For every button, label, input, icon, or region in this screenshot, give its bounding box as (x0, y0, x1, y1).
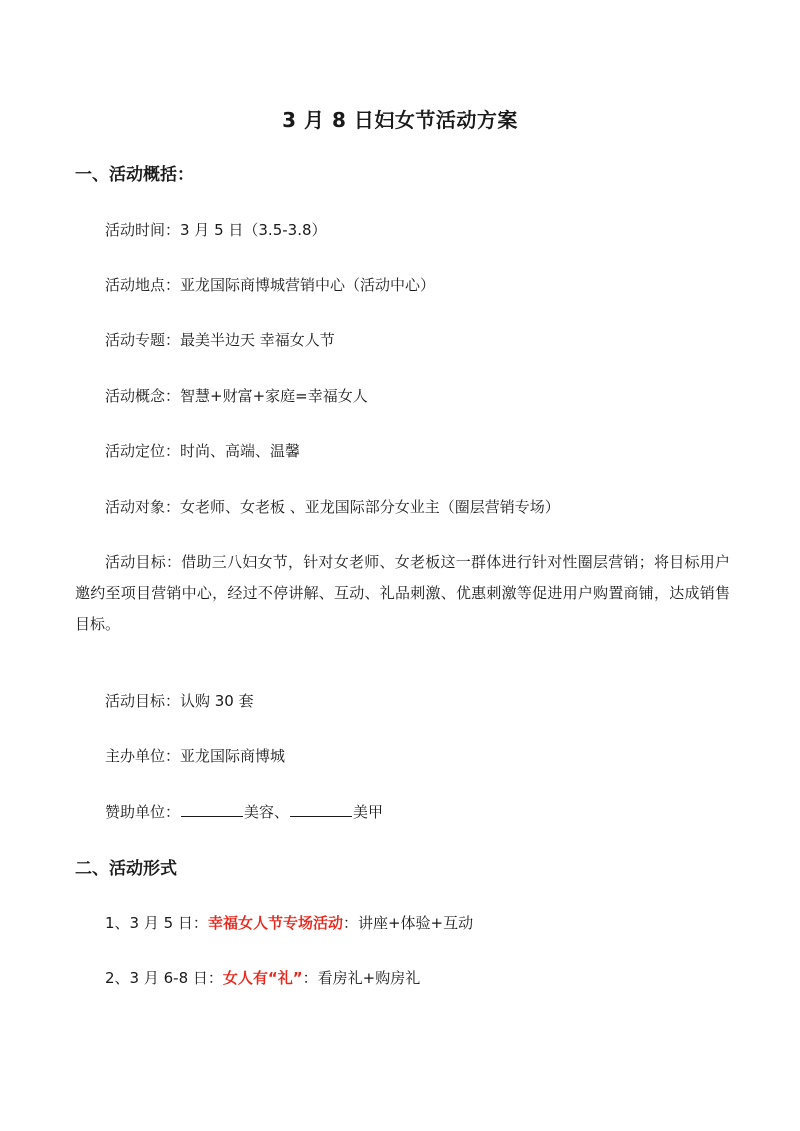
activity-place: 活动地点：亚龙国际商博城营销中心（活动中心） (105, 276, 436, 294)
format-item-2-prefix: 2、3 月 6-8 日： (105, 969, 223, 987)
section-heading-overview: 一、活动概括： (75, 165, 194, 185)
document-title: 3 月 8 日妇女节活动方案 (282, 108, 518, 132)
format-item-2-highlight: 女人有“礼” (222, 969, 303, 987)
format-item-2 (105, 966, 420, 990)
format-item-1-highlight: 幸福女人节专场活动 (207, 914, 343, 932)
activity-concept: 活动概念：智慧+财富+家庭=幸福女人 (105, 387, 368, 405)
format-item-2-suffix: ：看房礼+购房礼 (302, 969, 421, 987)
activity-theme: 活动专题：最美半边天 幸福女人节 (105, 331, 335, 349)
format-item-1-suffix: ：讲座+体验+互动 (342, 914, 474, 932)
activity-audience: 活动对象：女老师、女老板 、亚龙国际部分女业主（圈层营销专场） (105, 498, 560, 516)
sponsor-blank-1 (181, 801, 243, 817)
section-heading-format: 二、活动形式 (75, 859, 177, 879)
format-item-1 (105, 911, 473, 935)
activity-time: 活动时间：3 月 5 日（3.5-3.8） (105, 221, 327, 239)
activity-goal-count: 活动目标：认购 30 套 (105, 692, 254, 710)
format-item-1-prefix: 1、3 月 5 日： (105, 914, 208, 932)
activity-positioning: 活动定位：时尚、高端、温馨 (105, 442, 301, 460)
activity-goal-paragraph: 活动目标：借助三八妇女节，针对女老师、女老板这一群体进行针对性圈层营销；将目标用户邀约至项目营销中心，经过不停讲解、互动、礼品刺激、优惠刺激等促进用户购置商铺，达成销售目标。 (75, 553, 730, 633)
sponsor-line (105, 800, 383, 824)
sponsor-item-nail: 美甲 (353, 803, 384, 821)
sponsor-blank-2 (290, 801, 352, 817)
organizer: 主办单位：亚龙国际商博城 (105, 747, 286, 765)
sponsor-item-beauty: 美容、 (244, 803, 290, 821)
sponsor-label: 赞助单位： (105, 803, 181, 821)
